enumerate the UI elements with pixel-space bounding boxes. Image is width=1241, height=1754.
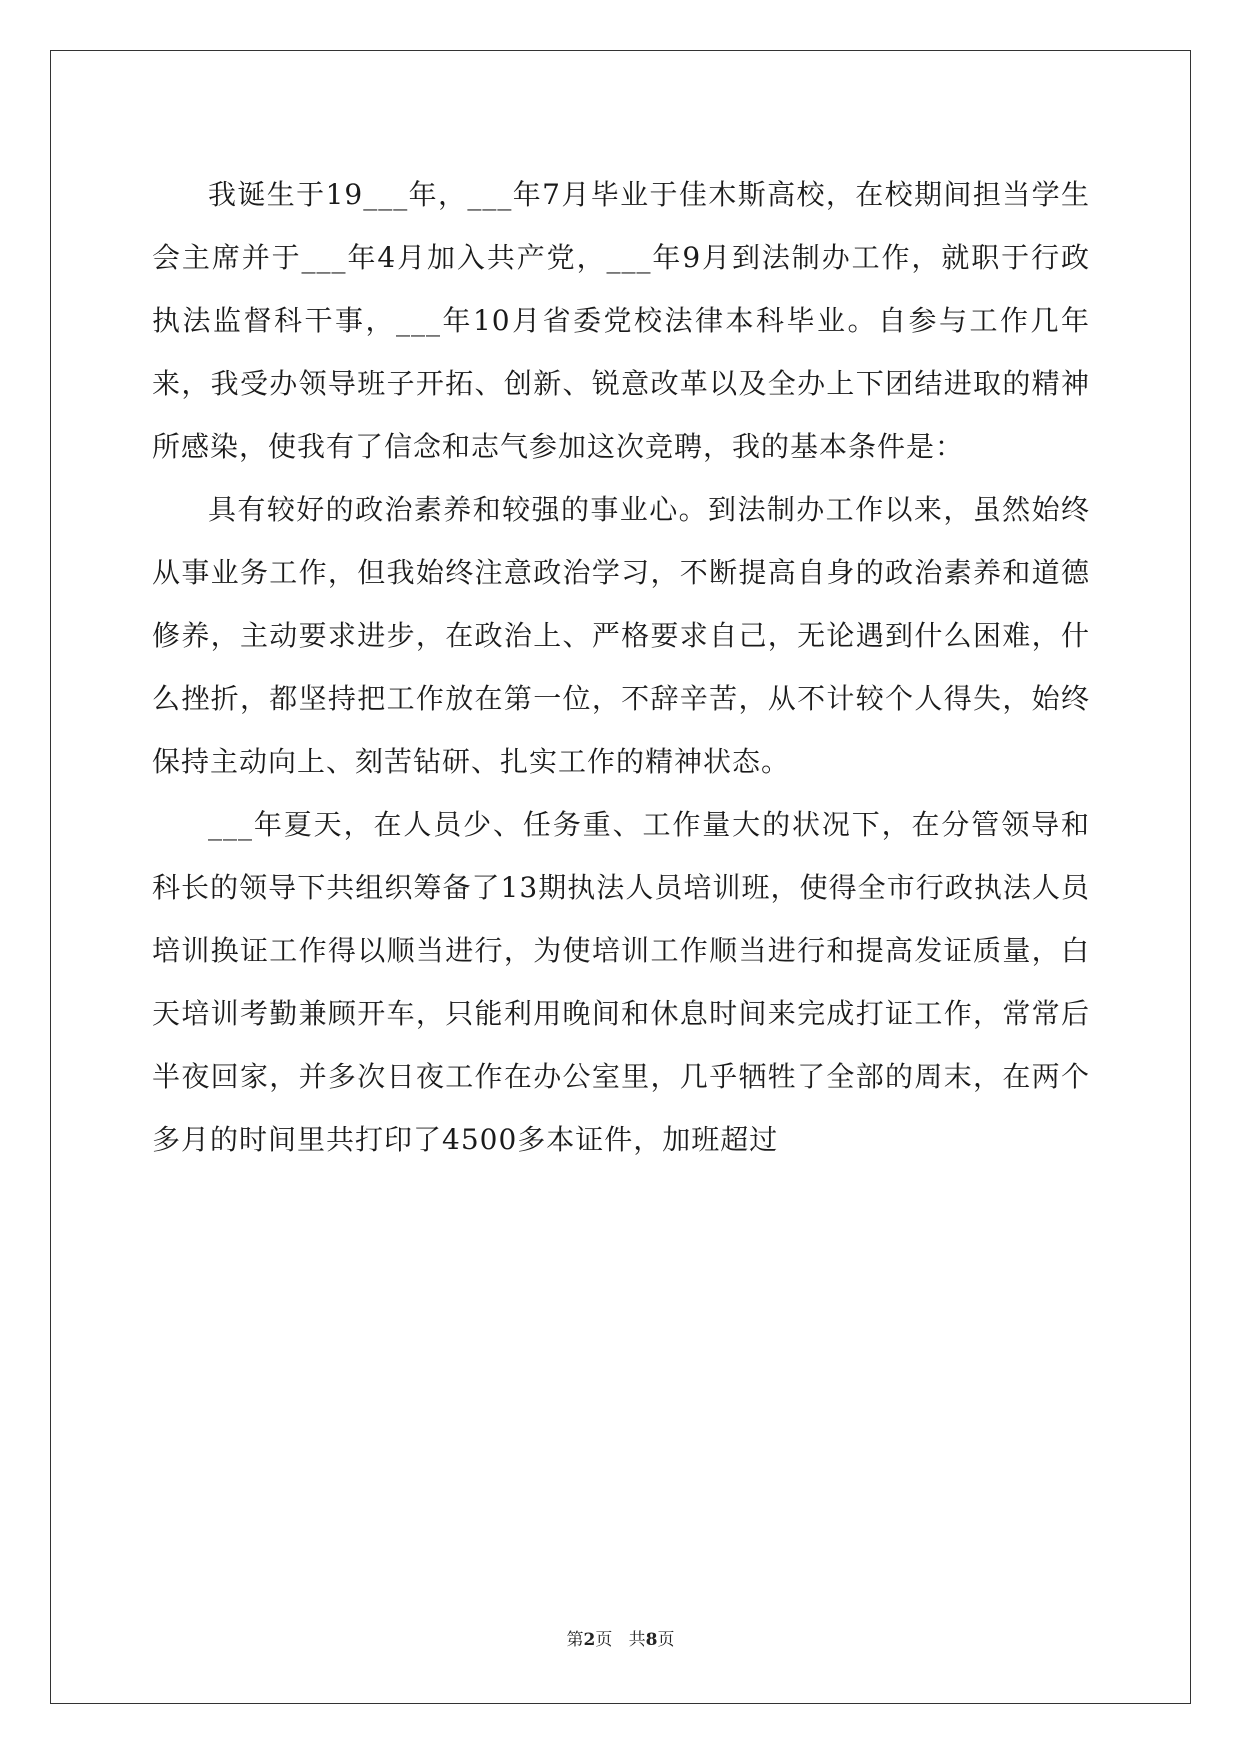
total-suffix: 页 bbox=[657, 1630, 675, 1650]
paragraph-1: 我诞生于19___年，___年7月毕业于佳木斯高校，在校期间担当学生会主席并于___年4月加入共产党，___年9月到法制办工作，就职于行政执法监督科干事，___年10月省委党校法律本科毕业。自参与工作几年来，我受办领导班子开拓、创新、锐意改革以及全办上下团结进取的精神所感染，使我有了信念和志气参加这次竞聘，我的基本条件是： bbox=[152, 178, 1090, 463]
document-body bbox=[152, 163, 1090, 1171]
page-suffix: 页 bbox=[595, 1630, 613, 1650]
page-footer bbox=[0, 1625, 1241, 1650]
paragraph-2: 具有较好的政治素养和较强的事业心。到法制办工作以来，虽然始终从事业务工作，但我始终注意政治学习，不断提高自身的政治素养和道德修养，主动要求进步，在政治上、严格要求自己，无论遇到什么困难，什么挫折，都坚持把工作放在第一位，不辞辛苦，从不计较个人得失，始终保持主动向上、刻苦钻研、扎实工作的精神状态。 bbox=[152, 493, 1090, 778]
paragraph-3: ___年夏天，在人员少、任务重、工作量大的状况下，在分管领导和科长的领导下共组织筹备了13期执法人员培训班，使得全市行政执法人员培训换证工作得以顺当进行，为使培训工作顺当进行和提高发证质量，白天培训考勤兼顾开车，只能利用晚间和休息时间来完成打证工作，常常后半夜回家，并多次日夜工作在办公室里，几乎牺牲了全部的周末，在两个多月的时间里共打印了4500多本证件，加班超过 bbox=[152, 808, 1090, 1156]
page-number: 2 bbox=[583, 1630, 596, 1650]
page-prefix: 第 bbox=[566, 1630, 584, 1650]
total-prefix: 共 bbox=[628, 1630, 646, 1650]
total-pages: 8 bbox=[645, 1630, 658, 1650]
